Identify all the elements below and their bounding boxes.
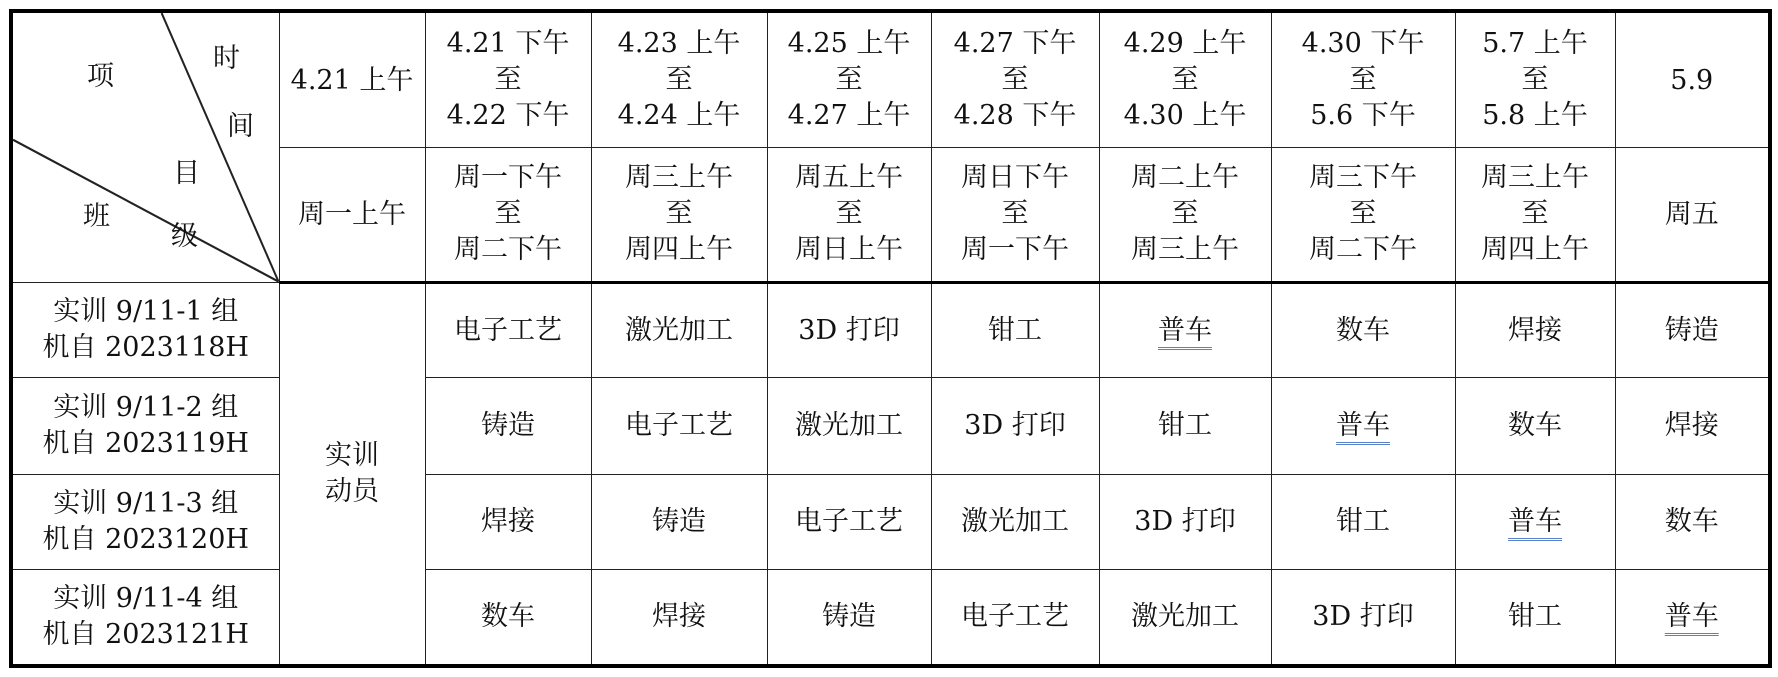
activity-cell	[1455, 378, 1615, 475]
activity-label: 电子工艺	[625, 410, 733, 442]
weekday-cell-line: 周一下午	[961, 234, 1069, 266]
date-cell-line: 5.6 下午	[1310, 100, 1416, 132]
date-cell-line: 4.24 上午	[617, 100, 741, 132]
date-cell-line: 至	[835, 64, 863, 96]
activity-label: 激光加工	[1131, 601, 1239, 633]
group-name-cell-line: 实训 9/11-4 组	[53, 582, 239, 614]
weekday-cell	[279, 148, 425, 282]
weekday-cell	[1615, 148, 1770, 282]
activity-label: 激光加工	[625, 314, 733, 346]
activity-label: 焊接	[652, 601, 706, 633]
weekday-cell-line: 周四上午	[625, 234, 733, 266]
mobilization-cell-line: 实训	[325, 439, 379, 471]
date-cell	[767, 11, 931, 148]
weekday-cell-line: 至	[665, 198, 693, 230]
date-cell-line: 4.27 下午	[953, 28, 1077, 60]
group-name-cell-line: 机自 2023118H	[42, 331, 249, 363]
weekday-cell-line: 周日下午	[961, 162, 1069, 194]
date-cell-line: 4.28 下午	[953, 100, 1077, 132]
activity-label: 铸造	[652, 506, 706, 538]
activity-label: 钳工	[988, 314, 1042, 346]
activity-label: 数车	[1508, 410, 1562, 442]
date-cell-line: 4.27 上午	[787, 100, 911, 132]
group-name-cell	[11, 474, 279, 569]
activity-label: 焊接	[1508, 314, 1562, 346]
group-row	[11, 474, 1770, 569]
group-name-cell-line: 实训 9/11-1 组	[53, 295, 239, 327]
activity-label: 铸造	[1664, 314, 1719, 346]
activity-cell	[1271, 378, 1455, 475]
activity-cell	[425, 378, 591, 475]
activity-cell	[1455, 282, 1615, 377]
activity-cell	[931, 378, 1099, 475]
activity-label: 焊接	[1664, 410, 1719, 442]
activity-cell	[767, 569, 931, 666]
weekday-cell-line: 周日上午	[795, 234, 903, 266]
date-cell-line: 4.25 上午	[787, 28, 911, 60]
activity-label: 电子工艺	[454, 314, 562, 346]
date-cell	[1455, 11, 1615, 148]
activity-cell	[1099, 282, 1271, 377]
weekday-cell	[425, 148, 591, 282]
mobilization-cell-line: 动员	[325, 475, 379, 507]
weekday-cell-line: 至	[1349, 198, 1377, 230]
activity-cell	[425, 569, 591, 666]
weekday-cell-line: 周三上午	[1131, 234, 1239, 266]
date-cell-line: 5.9	[1670, 64, 1714, 96]
diag-label-mu: 目	[173, 158, 200, 189]
weekday-cell-line: 周二下午	[1309, 234, 1417, 266]
weekday-cell	[591, 148, 767, 282]
activity-cell	[931, 569, 1099, 666]
weekday-cell-line: 周二下午	[454, 234, 562, 266]
date-cell-line: 至	[1349, 64, 1377, 96]
weekday-cell-line: 周五上午	[795, 162, 903, 194]
activity-cell	[425, 474, 591, 569]
date-cell-line: 4.21 下午	[446, 28, 570, 60]
activity-label: 激光加工	[961, 506, 1069, 538]
date-cell-line: 5.8 上午	[1482, 100, 1588, 132]
weekday-cell-line: 至	[1171, 198, 1199, 230]
group-row	[11, 569, 1770, 666]
activity-label: 3D 打印	[964, 410, 1066, 442]
activity-cell	[1099, 474, 1271, 569]
weekday-cell-line: 至	[1521, 198, 1549, 230]
activity-cell	[1271, 569, 1455, 666]
activity-label: 铸造	[481, 410, 535, 442]
weekday-cell-line: 周四上午	[1481, 234, 1589, 266]
date-cell	[279, 11, 425, 148]
activity-label: 电子工艺	[795, 506, 903, 538]
activity-label: 铸造	[822, 601, 876, 633]
activity-label: 普车	[1158, 314, 1212, 346]
weekday-cell-line: 周一上午	[298, 198, 406, 230]
date-cell-line: 至	[665, 64, 693, 96]
date-cell	[1099, 11, 1271, 148]
diag-label-ban: 班	[83, 201, 110, 232]
group-name-cell	[11, 282, 279, 377]
activity-cell	[767, 474, 931, 569]
activity-cell	[591, 378, 767, 475]
group-row	[11, 378, 1770, 475]
activity-cell	[1271, 474, 1455, 569]
date-header-row	[11, 11, 1770, 148]
weekday-cell-line: 至	[835, 198, 863, 230]
date-cell	[931, 11, 1099, 148]
weekday-cell-line: 周一下午	[454, 162, 562, 194]
activity-cell	[1615, 282, 1770, 377]
activity-cell	[1455, 474, 1615, 569]
activity-label: 3D 打印	[798, 314, 900, 346]
activity-label: 激光加工	[795, 410, 903, 442]
activity-cell	[767, 378, 931, 475]
diag-label-jian: 间	[227, 111, 254, 142]
date-cell-line: 4.30 下午	[1301, 28, 1425, 60]
activity-cell	[1615, 569, 1770, 666]
diag-label-shi: 时	[213, 43, 240, 74]
group-name-cell-line: 实训 9/11-3 组	[53, 487, 239, 519]
activity-cell	[591, 569, 767, 666]
date-cell-line: 4.22 下午	[446, 100, 570, 132]
activity-cell	[1615, 474, 1770, 569]
activity-label: 钳工	[1508, 601, 1562, 633]
activity-label: 焊接	[481, 506, 535, 538]
activity-label: 普车	[1336, 410, 1390, 442]
activity-cell	[1455, 569, 1615, 666]
date-cell	[425, 11, 591, 148]
group-name-cell-line: 机自 2023120H	[42, 523, 249, 555]
activity-cell	[1271, 282, 1455, 377]
activity-cell	[1099, 378, 1271, 475]
weekday-cell-line: 周五	[1664, 198, 1719, 230]
activity-cell	[1099, 569, 1271, 666]
activity-label: 钳工	[1336, 506, 1390, 538]
activity-cell	[931, 282, 1099, 377]
date-cell-line: 4.29 上午	[1123, 28, 1247, 60]
date-cell-line: 至	[1001, 64, 1029, 96]
diag-label-ji: 级	[171, 221, 198, 252]
activity-cell	[591, 474, 767, 569]
date-cell	[1615, 11, 1770, 148]
activity-label: 钳工	[1158, 410, 1212, 442]
weekday-cell-line: 周三下午	[1309, 162, 1417, 194]
activity-label: 数车	[1336, 314, 1390, 346]
group-name-cell-line: 机自 2023119H	[42, 427, 249, 459]
weekday-cell-line: 至	[1001, 198, 1029, 230]
date-cell-line: 4.23 上午	[617, 28, 741, 60]
weekday-cell	[1271, 148, 1455, 282]
date-cell-line: 至	[1521, 64, 1549, 96]
weekday-cell	[1455, 148, 1615, 282]
date-cell-line: 5.7 上午	[1482, 28, 1588, 60]
activity-label: 数车	[481, 601, 535, 633]
activity-cell	[591, 282, 767, 377]
activity-label: 3D 打印	[1312, 601, 1414, 633]
group-name-cell-line: 实训 9/11-2 组	[53, 391, 239, 423]
activity-cell	[931, 474, 1099, 569]
date-cell-line: 至	[494, 64, 522, 96]
activity-cell	[425, 282, 591, 377]
group-name-cell-line: 机自 2023121H	[42, 618, 249, 650]
weekday-cell	[931, 148, 1099, 282]
group-name-cell	[11, 569, 279, 666]
weekday-cell-line: 周三上午	[1481, 162, 1589, 194]
date-cell-line: 4.21 上午	[290, 64, 414, 96]
group-row	[11, 282, 1770, 377]
diagonal-header-cell	[11, 11, 279, 282]
weekday-cell-line: 周三上午	[625, 162, 733, 194]
date-cell	[1271, 11, 1455, 148]
weekday-cell	[767, 148, 931, 282]
group-name-cell	[11, 378, 279, 475]
weekday-cell-line: 至	[494, 198, 522, 230]
diag-label-xiang: 项	[87, 61, 114, 92]
date-cell-line: 至	[1171, 64, 1199, 96]
activity-label: 电子工艺	[961, 601, 1069, 633]
mobilization-cell	[279, 282, 425, 666]
activity-label: 数车	[1664, 506, 1719, 538]
activity-cell	[1615, 378, 1770, 475]
training-schedule-table	[9, 9, 1772, 668]
activity-label: 普车	[1508, 506, 1562, 538]
weekday-cell-line: 周二上午	[1131, 162, 1239, 194]
weekday-cell	[1099, 148, 1271, 282]
date-cell	[591, 11, 767, 148]
activity-cell	[767, 282, 931, 377]
activity-label: 普车	[1664, 601, 1719, 633]
date-cell-line: 4.30 上午	[1123, 100, 1247, 132]
activity-label: 3D 打印	[1134, 506, 1236, 538]
